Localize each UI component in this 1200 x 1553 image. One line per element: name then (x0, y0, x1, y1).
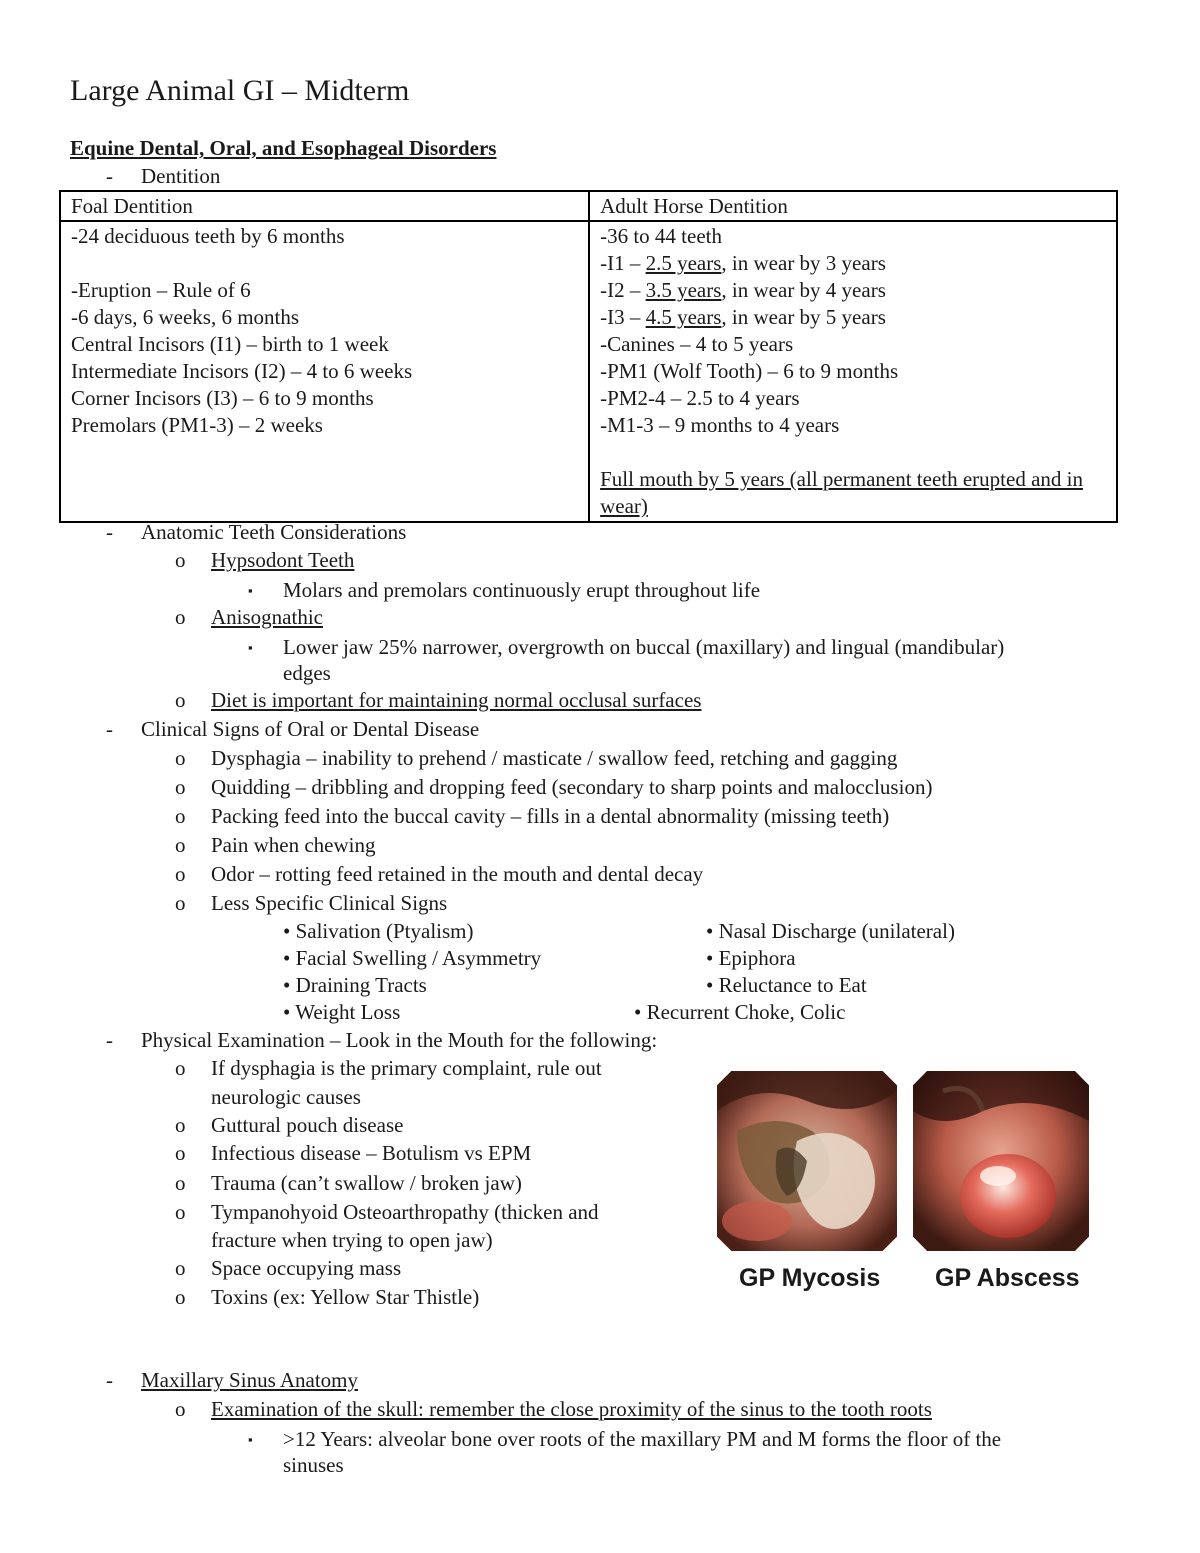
adult-cell (589, 221, 1117, 522)
circle-bullet: o (175, 1397, 186, 1421)
anisognathic-note-cont: edges (283, 661, 331, 685)
physical-item: Toxins (ex: Yellow Star Thistle) (211, 1285, 480, 1309)
physical-heading: Physical Examination – Look in the Mouth for the following: (141, 1028, 658, 1052)
i2-eruption-age: 3.5 years (645, 278, 722, 302)
circle-bullet: o (175, 605, 186, 629)
physical-item: Infectious disease – Botulism vs EPM (211, 1141, 532, 1165)
less-specific-sign: • Recurrent Choke, Colic (634, 1000, 846, 1024)
page-title: Large Animal GI – Midterm (70, 74, 410, 107)
circle-bullet: o (175, 1171, 186, 1195)
dash-marker: - (106, 1368, 113, 1392)
clinical-sign: Quidding – dribbling and dropping feed (secondary to sharp points and malocclusion) (211, 775, 933, 799)
circle-bullet: o (175, 1141, 186, 1165)
foal-line: -24 deciduous teeth by 6 months (71, 224, 345, 248)
foal-line: Intermediate Incisors (I2) – 4 to 6 weeks (71, 359, 413, 383)
physical-item: If dysphagia is the primary complaint, rule out (211, 1056, 602, 1080)
circle-bullet: o (175, 891, 186, 915)
anatomic-heading: Anatomic Teeth Considerations (141, 520, 407, 544)
less-specific-sign: • Draining Tracts (283, 973, 427, 997)
foal-line-blank (71, 250, 578, 277)
hypsodont-note: Molars and premolars continuously erupt throughout life (283, 578, 761, 602)
circle-bullet: o (175, 746, 186, 770)
anisognathic-note: Lower jaw 25% narrower, overgrowth on buccal (maxillary) and lingual (mandibular) (283, 635, 1005, 659)
i3-prefix: -I3 – (600, 305, 646, 329)
foal-line: Central Incisors (I1) – birth to 1 week (71, 332, 389, 356)
dash-marker: - (106, 717, 113, 741)
physical-item-cont: neurologic causes (211, 1085, 361, 1109)
circle-bullet: o (175, 1285, 186, 1309)
less-specific-sign: • Facial Swelling / Asymmetry (283, 946, 542, 970)
i2-wear: , in wear by 4 years (721, 278, 886, 302)
adult-header: Adult Horse Dentition (589, 191, 1117, 221)
i1-eruption-age: 2.5 years (645, 251, 722, 275)
less-specific-sign: • Weight Loss (283, 1000, 401, 1024)
maxillary-heading: Maxillary Sinus Anatomy (141, 1368, 358, 1392)
circle-bullet: o (175, 804, 186, 828)
diet-note: Diet is important for maintaining normal occlusal surfaces (211, 688, 702, 712)
less-specific-sign: • Salivation (Ptyalism) (283, 919, 474, 943)
less-specific-sign: • Nasal Discharge (unilateral) (706, 919, 955, 943)
clinical-sign: Odor – rotting feed retained in the mouth and dental decay (211, 862, 704, 886)
dash-marker: - (106, 164, 113, 188)
gp-mycosis-photo (717, 1071, 897, 1251)
square-bullet: ▪ (248, 640, 253, 655)
adult-line: -Canines – 4 to 5 years (600, 332, 794, 356)
adult-line-blank (600, 439, 1106, 466)
dentition-label: Dentition (141, 164, 221, 188)
adult-line-i2 (600, 277, 1106, 304)
hypsodont-heading: Hypsodont Teeth (211, 548, 355, 572)
dentition-table (59, 190, 1118, 523)
dash-marker: - (106, 520, 113, 544)
circle-bullet: o (175, 1256, 186, 1280)
foal-line: -Eruption – Rule of 6 (71, 278, 251, 302)
physical-item: Guttural pouch disease (211, 1113, 404, 1137)
physical-item: Trauma (can’t swallow / broken jaw) (211, 1171, 522, 1195)
section-heading: Equine Dental, Oral, and Esophageal Disorders (70, 136, 497, 160)
dash-marker: - (106, 1028, 113, 1052)
i1-prefix: -I1 – (600, 251, 646, 275)
foal-line: Premolars (PM1-3) – 2 weeks (71, 413, 323, 437)
physical-item: Space occupying mass (211, 1256, 402, 1280)
circle-bullet: o (175, 775, 186, 799)
circle-bullet: o (175, 1113, 186, 1137)
i3-wear: , in wear by 5 years (721, 305, 886, 329)
gp-abscess-caption: GP Abscess (935, 1264, 1080, 1292)
less-specific-sign: • Epiphora (706, 946, 796, 970)
clinical-heading: Clinical Signs of Oral or Dental Disease (141, 717, 480, 741)
adult-line: -PM2-4 – 2.5 to 4 years (600, 386, 800, 410)
foal-cell (60, 221, 589, 522)
physical-item-cont: fracture when trying to open jaw) (211, 1228, 493, 1252)
full-mouth-note: Full mouth by 5 years (all permanent teeth erupted and in wear) (600, 467, 1083, 518)
foal-line: Corner Incisors (I3) – 6 to 9 months (71, 386, 374, 410)
i2-prefix: -I2 – (600, 278, 646, 302)
less-specific-sign: • Reluctance to Eat (706, 973, 867, 997)
circle-bullet: o (175, 862, 186, 886)
circle-bullet: o (175, 1056, 186, 1080)
clinical-sign: Pain when chewing (211, 833, 376, 857)
adult-line: -36 to 44 teeth (600, 224, 722, 248)
clinical-sign: Packing feed into the buccal cavity – fills in a dental abnormality (missing teeth) (211, 804, 890, 828)
maxillary-exam-note: Examination of the skull: remember the close proximity of the sinus to the tooth roots (211, 1397, 932, 1421)
square-bullet: ▪ (248, 1432, 253, 1447)
circle-bullet: o (175, 688, 186, 712)
gp-mycosis-caption: GP Mycosis (739, 1264, 881, 1292)
square-bullet: ▪ (248, 583, 253, 598)
adult-line-i3 (600, 304, 1106, 331)
clinical-sign: Less Specific Clinical Signs (211, 891, 448, 915)
i3-eruption-age: 4.5 years (645, 305, 722, 329)
i1-wear: , in wear by 3 years (721, 251, 886, 275)
maxillary-floor-note-cont: sinuses (283, 1453, 344, 1477)
anisognathic-heading: Anisognathic (211, 605, 323, 629)
physical-item: Tympanohyoid Osteoarthropathy (thicken and (211, 1200, 599, 1224)
adult-line: -PM1 (Wolf Tooth) – 6 to 9 months (600, 359, 899, 383)
maxillary-floor-note: >12 Years: alveolar bone over roots of the maxillary PM and M forms the floor of the (283, 1427, 1002, 1451)
foal-line: -6 days, 6 weeks, 6 months (71, 305, 300, 329)
foal-header: Foal Dentition (60, 191, 589, 221)
gp-abscess-photo (913, 1071, 1089, 1251)
clinical-sign: Dysphagia – inability to prehend / masticate / swallow feed, retching and gagging (211, 746, 898, 770)
circle-bullet: o (175, 833, 186, 857)
adult-line: -M1-3 – 9 months to 4 years (600, 413, 840, 437)
circle-bullet: o (175, 1200, 186, 1224)
adult-line-i1 (600, 250, 1106, 277)
circle-bullet: o (175, 548, 186, 572)
